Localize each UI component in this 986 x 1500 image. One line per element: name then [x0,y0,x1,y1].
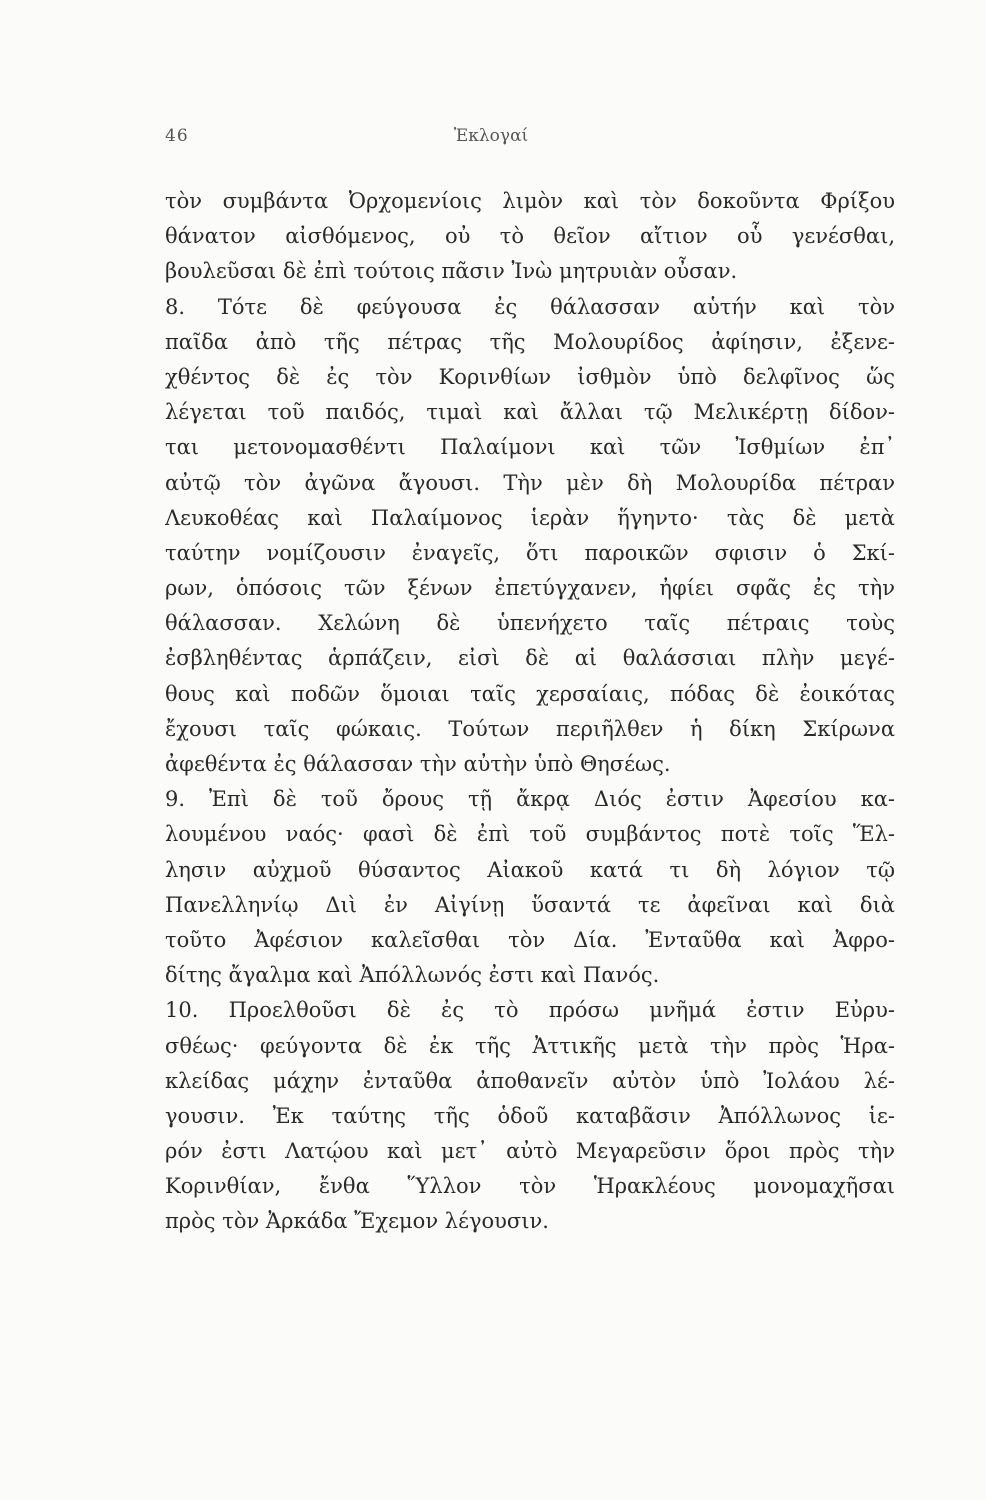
text-line: αὐτῷ τὸν ἀγῶνα ἄγουσι. Τὴν μὲν δὴ Μολουρίδα πέτραν [165,470,895,495]
text-line: λησιν αὐχμοῦ θύσαντος Αἰακοῦ κατά τι δὴ λόγιον τῷ [165,857,895,882]
text-line: παῖδα ἀπὸ τῆς πέτρας τῆς Μολουρίδος ἀφίησιν, ἐξενε- [165,329,895,354]
text-line: χθέντος δὲ ἐς τὸν Κορινθίων ἰσθμὸν ὑπὸ δελφῖνος ὥς [165,364,895,389]
text-line: ταύτην νομίζουσιν ἐναγεῖς, ὅτι παροικῶν σφισιν ὁ Σκί- [165,540,895,565]
text-line: 10. Προελθοῦσι δὲ ἐς τὸ πρόσω μνῆμά ἐστιν Εὐρυ- [165,998,895,1023]
text-line: Λευκοθέας καὶ Παλαίμονος ἱερὰν ἥγηντο· τὰς δὲ μετὰ [165,505,895,530]
text-line: τοῦτο Ἀφέσιον καλεῖσθαι τὸν Δία. Ἐνταῦθα καὶ Ἀφρο- [165,927,895,952]
text-line: κλείδας μάχην ἐνταῦθα ἀποθανεῖν αὐτὸν ὑπὸ Ἰολάου λέ- [165,1068,895,1093]
page-number: 46 [165,126,189,146]
text-line: ἔχουσι ταῖς φώκαις. Τούτων περιῆλθεν ἡ δίκη Σκίρωνα [165,716,895,741]
page-header [165,126,815,156]
body-text [165,184,895,1240]
text-line: ἐσβληθέντας ἁρπάζειν, εἰσὶ δὲ αἱ θαλάσσιαι πλὴν μεγέ- [165,646,895,671]
text-line: Πανελληνίῳ Διὶ ἐν Αἰγίνῃ ὕσαντά τε ἀφεῖναι καὶ διὰ [165,892,895,917]
text-line: λέγεται τοῦ παιδός, τιμαὶ καὶ ἄλλαι τῷ Μελικέρτῃ δίδον- [165,400,895,425]
text-line: 8. Τότε δὲ φεύγουσα ἐς θάλασσαν αὑτήν καὶ τὸν [165,294,895,319]
text-line: θάνατον αἰσθόμενος, οὐ τὸ θεῖον αἴτιον οὗ γενέσθαι, [165,224,895,249]
text-line: θους καὶ ποδῶν ὅμοιαι ταῖς χερσαίαις, πόδας δὲ ἐοικότας [165,681,895,706]
text-line: πρὸς τὸν Ἀρκάδα Ἔχεμον λέγουσιν. [165,1209,549,1234]
text-line: τὸν συμβάντα Ὀρχομενίοις λιμὸν καὶ τὸν δοκοῦντα Φρίξου [165,189,895,213]
text-line: δίτης ἄγαλμα καὶ Ἀπόλλωνός ἐστι καὶ Πανός. [165,963,660,988]
text-line: ρων, ὁπόσοις τῶν ξένων ἐπετύγχανεν, ἠφίει σφᾶς ἐς τὴν [165,576,895,601]
text-line: ρόν ἐστι Λατῴου καὶ μετ᾽ αὐτὸ Μεγαρεῦσιν ὅροι πρὸς τὴν [165,1139,895,1164]
text-line: λουμένου ναός· φασὶ δὲ ἐπὶ τοῦ συμβάντος ποτὲ τοῖς Ἕλ- [165,822,895,847]
text-line: βουλεῦσαι δὲ ἐπὶ τούτοις πᾶσιν Ἰνὼ μητρυιὰν οὖσαν. [165,259,738,284]
text-line: ται μετονομασθέντι Παλαίμονι καὶ τῶν Ἰσθμίων ἐπ᾽ [165,435,895,460]
running-title: Ἐκλογαί [453,126,529,146]
text-line: 9. Ἐπὶ δὲ τοῦ ὄρους τῇ ἄκρᾳ Διός ἐστιν Ἀφεσίου κα- [165,787,895,812]
text-line: γουσιν. Ἐκ ταύτης τῆς ὁδοῦ καταβᾶσιν Ἀπόλλωνος ἱε- [165,1103,895,1128]
text-line: ἀφεθέντα ἐς θάλασσαν τὴν αὐτὴν ὑπὸ Θησέως. [165,752,671,776]
text-line: σθέως· φεύγοντα δὲ ἐκ τῆς Ἀττικῆς μετὰ τὴν πρὸς Ἡρα- [165,1033,895,1058]
text-line: θάλασσαν. Χελώνη δὲ ὑπενήχετο ταῖς πέτραις τοὺς [165,611,895,636]
text-line: Κορινθίαν, ἔνθα Ὕλλον τὸν Ἡρακλέους μονομαχῆσαι [165,1174,895,1199]
